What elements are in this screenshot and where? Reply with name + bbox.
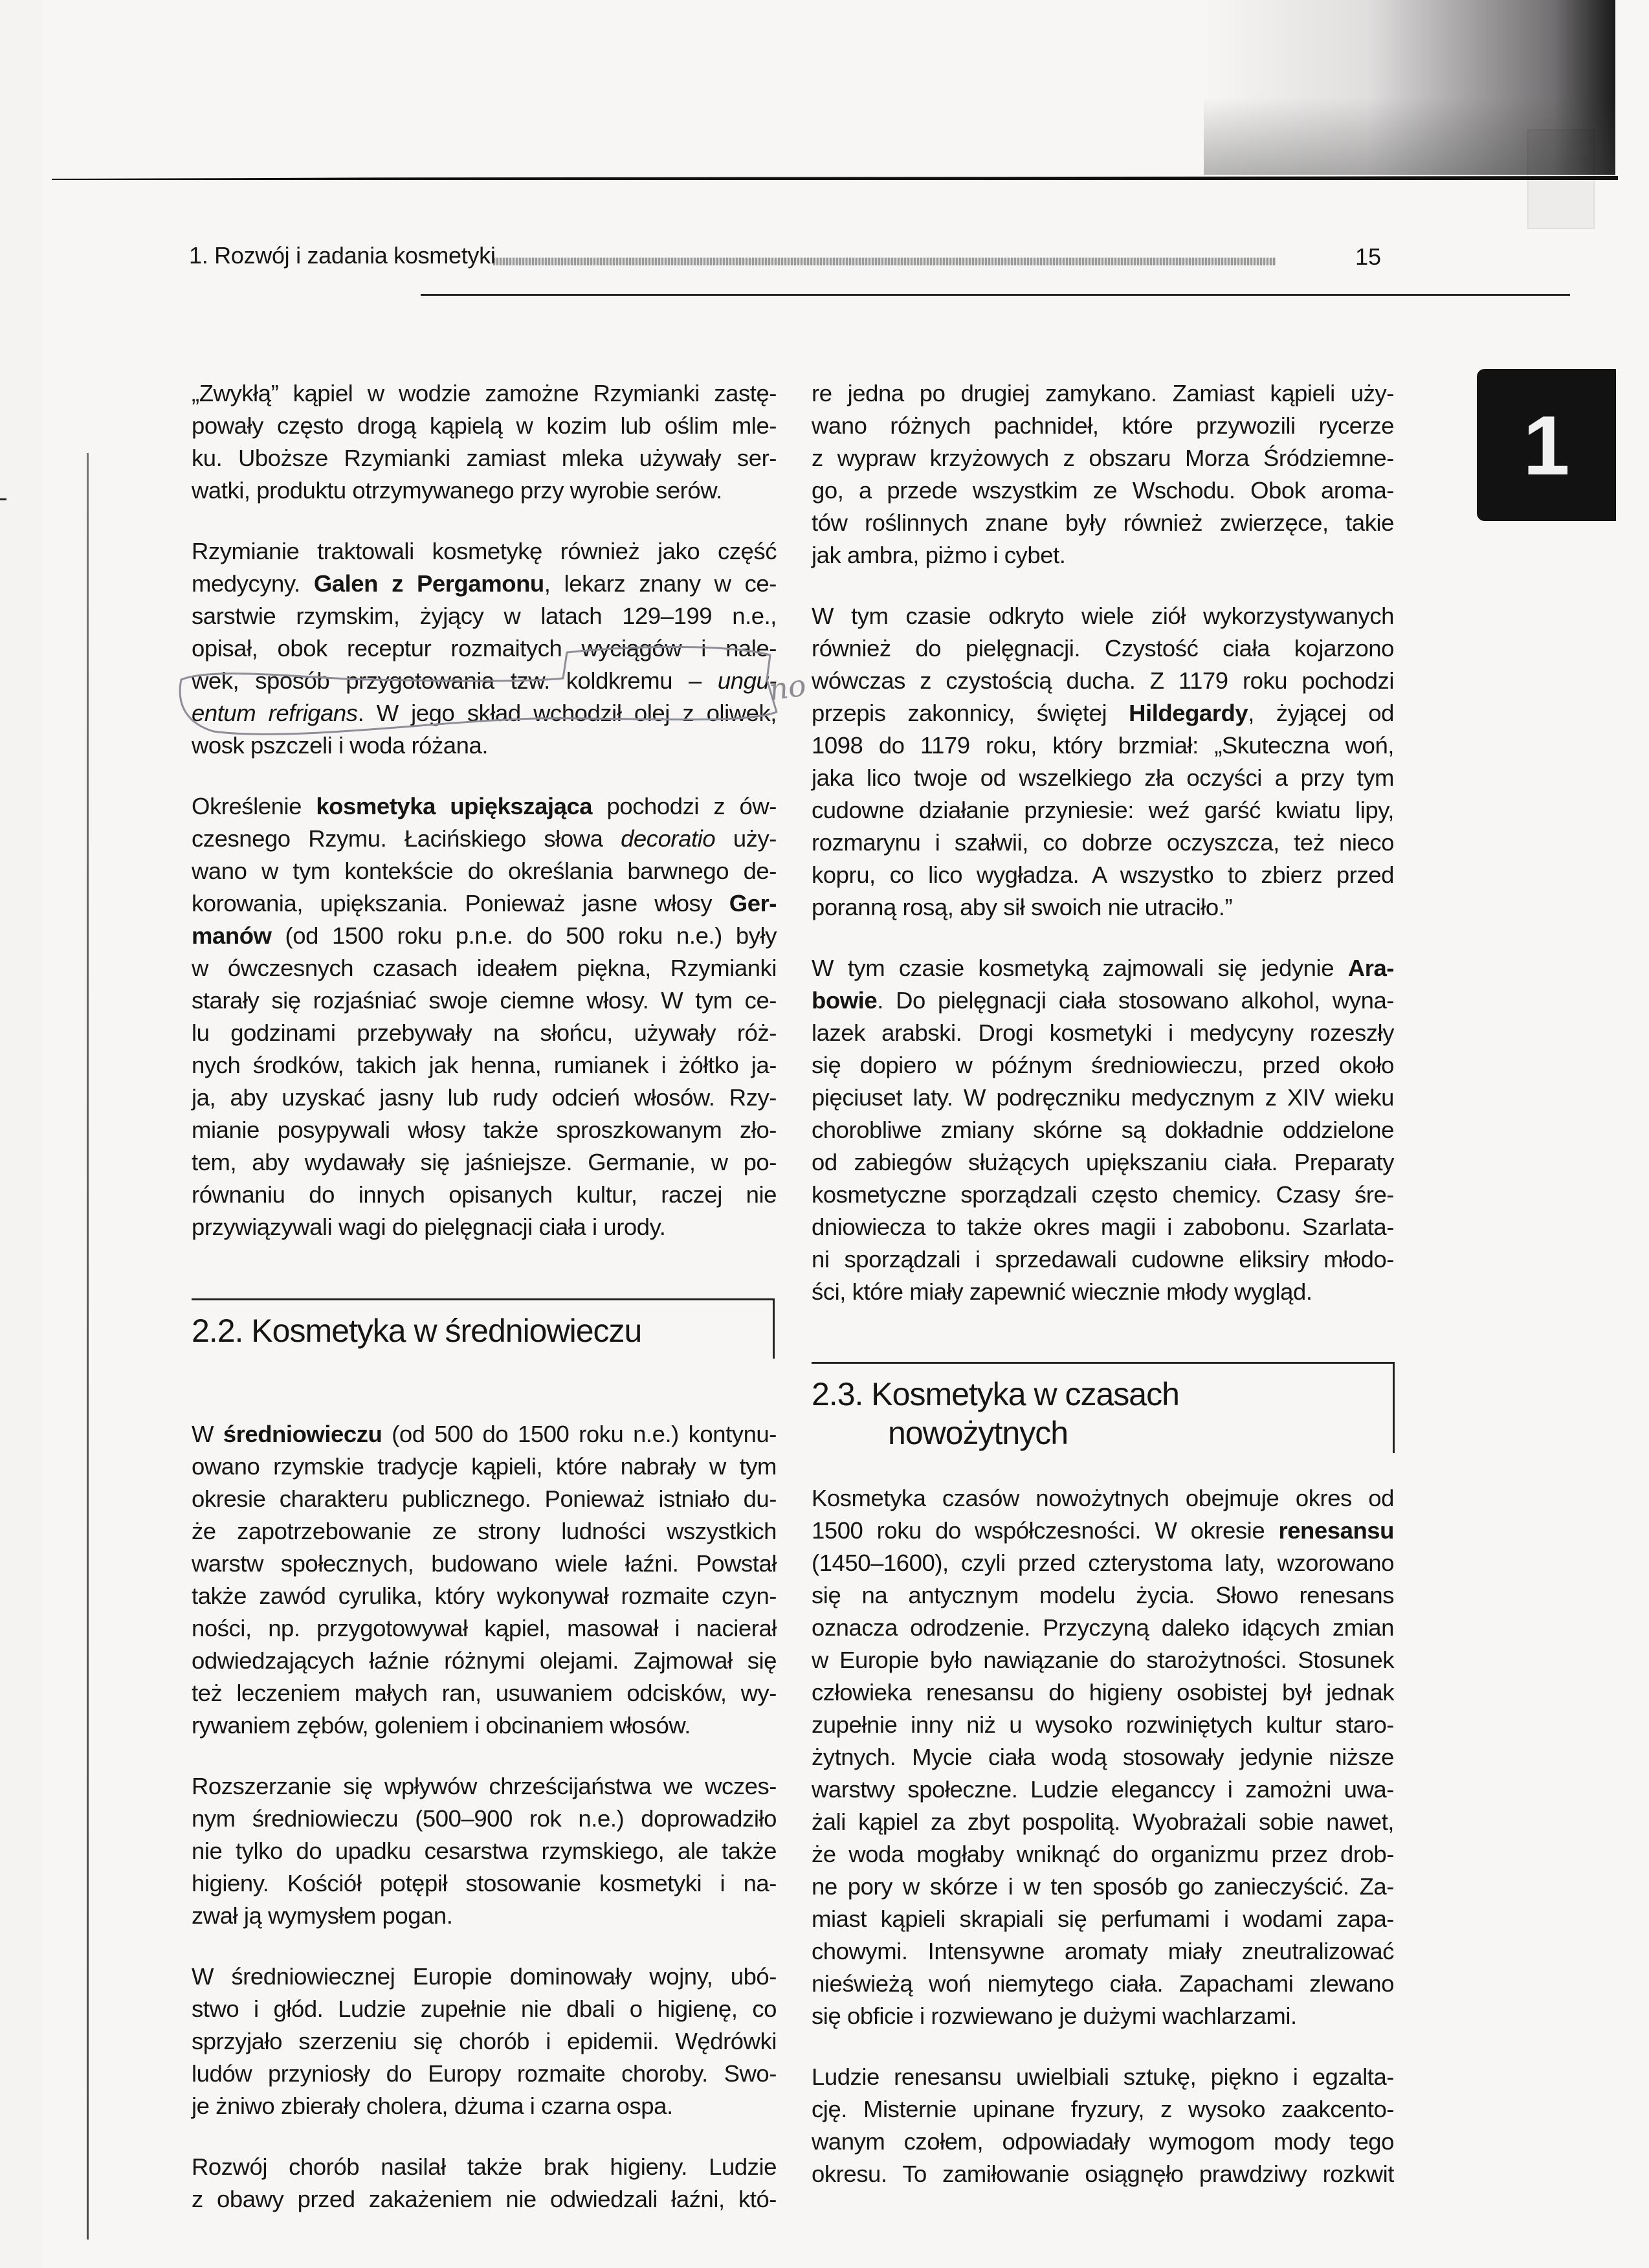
paragraph	[192, 535, 777, 762]
chapter-tab-label: 1	[1523, 397, 1570, 493]
text-line: tów roślinnych znane były również zwierzęce, takie	[812, 509, 1394, 536]
text-line: się na antycznym modelu życia. Słowo renesans	[812, 1582, 1394, 1608]
paragraph	[812, 952, 1394, 1308]
bold-term: kosmetyka upiększająca	[316, 793, 593, 819]
text-line: W tym czasie odkryto wiele ziół wykorzystywanych	[812, 603, 1394, 629]
text-line	[812, 984, 1394, 1017]
running-header	[189, 234, 1381, 296]
text-run: . Do pielęgnacji ciała stosowano alkohol, wyna-	[877, 987, 1394, 1014]
text-line: poranną rosą, aby sił swoich nie utraciło.”	[812, 894, 1233, 920]
text-line: zwał ją wymysłem pogan.	[192, 1902, 453, 1929]
paragraph	[192, 790, 777, 1243]
text-line: dniowiecza to także okres magii i zabobonu. Szarlata-	[812, 1214, 1394, 1240]
right-column-lower	[812, 1482, 1394, 2219]
text-line: nieświeżą woń niemytego ciała. Zapachami zlewano	[812, 1970, 1394, 1997]
text-line: się dopiero w późnym średniowieczu, przed około	[812, 1052, 1394, 1078]
chapter-thumb-tab	[1477, 369, 1616, 521]
paragraph	[812, 600, 1394, 924]
text-line: oznacza odrodzenie. Przyczyną daleko idących zmian	[812, 1614, 1394, 1641]
bold-term: Ger-	[729, 890, 777, 917]
bold-term: Galen z Pergamonu	[313, 570, 544, 597]
text-run: czesnego Rzymu. Łacińskiego słowa	[192, 825, 621, 852]
text-line: przywiązywali wagi do pielęgnacji ciała i urody.	[192, 1214, 666, 1240]
text-line: sprzyjało szerzeniu się chorób i epidemii. Wędrówki	[192, 2028, 777, 2054]
text-line: ności, np. przygotowywał kąpiel, masował i nacierał	[192, 1615, 777, 1641]
text-line: również do pielęgnacji. Czystość ciała kojarzono	[812, 635, 1394, 662]
text-line: ja, aby uzyskać jasny lub rudy odcień włosów. Rzy-	[192, 1084, 777, 1111]
chapter-number: 1.	[189, 242, 208, 269]
text-line: Kosmetyka czasów nowożytnych obejmuje okres od	[812, 1485, 1394, 1511]
bold-term: średniowieczu	[223, 1421, 382, 1447]
text-line: ne pory w skórze i w ten sposób go zanieczyścić. Za-	[812, 1873, 1394, 1900]
text-line: że zapotrzebowanie ze strony ludności wszystkich	[192, 1518, 777, 1544]
text-line	[192, 697, 777, 729]
text-run: korowania, upiększania. Ponieważ jasne włosy	[192, 890, 729, 917]
text-line	[192, 790, 777, 823]
text-line: pięciuset laty. W podręczniku medycznym z XIV wieku	[812, 1084, 1394, 1111]
text-line: rywaniem zębów, goleniem i obcinaniem włosów.	[192, 1712, 691, 1739]
text-run: 1500 roku do współczesności. W okresie	[812, 1517, 1279, 1544]
text-line: kopru, co lico wygładza. A wszystko to zbierz przed	[812, 862, 1394, 888]
text-line: ludów przyniosły do Europy rozmaite choroby. Swo-	[192, 2060, 777, 2087]
paragraph	[192, 377, 777, 507]
text-line: też leczeniem małych ran, usuwaniem odcisków, wy-	[192, 1680, 777, 1706]
text-line	[192, 1418, 777, 1451]
text-line: warstwy społeczne. Ludzie eleganccy i zamożni uwa-	[812, 1776, 1394, 1803]
text-line: opisał, obok receptur rozmaitych wyciągów i nale-	[192, 635, 777, 662]
bold-term: Hildegardy	[1129, 700, 1248, 726]
text-run: W	[192, 1421, 223, 1447]
text-line: owano rzymskie tradycje kąpieli, które nabrały w tym	[192, 1453, 777, 1480]
chapter-title-text: Rozwój i zadania kosmetyki	[214, 242, 496, 269]
text-line: że woda mogłaby wniknąć do organizmu przez drob-	[812, 1841, 1394, 1867]
bold-term: bowie	[812, 987, 878, 1014]
margin-mark	[0, 498, 6, 500]
text-line: (1450–1600), czyli przed czterystoma laty, wzorowano	[812, 1550, 1394, 1576]
heading-line: 2.3. Kosmetyka w czasach	[812, 1376, 1179, 1412]
text-line: chorobliwe zmiany skórne są dokładnie oddzielone	[812, 1117, 1394, 1143]
text-line	[192, 887, 777, 920]
header-hatch-bar	[493, 258, 1276, 265]
text-line	[192, 920, 777, 952]
text-line: cję. Misternie upinane fryzury, z wysoko zaakcento-	[812, 2096, 1394, 2122]
text-line: ku. Uboższe Rzymianki zamiast mleka używały ser-	[192, 445, 777, 471]
bold-term: renesansu	[1278, 1517, 1394, 1544]
text-line: stwo i głód. Ludzie zupełnie nie dbali o higienę, co	[192, 1996, 777, 2022]
text-line: je żniwo zbierały cholera, dżuma i czarna ospa.	[192, 2093, 673, 2119]
text-run: Określenie	[192, 793, 316, 819]
text-line: powały często drogą kąpielą w kozim lub oślim mle-	[192, 412, 777, 439]
text-line: higieny. Kościół potępił stosowanie kosmetyki i na-	[192, 1870, 777, 1896]
paragraph	[192, 1770, 777, 1932]
text-run: W tym czasie kosmetyką zajmowali się jedynie	[812, 955, 1348, 981]
text-line: wano różnych pachnideł, które przywozili rycerze	[812, 412, 1394, 439]
italic-term: ungu-	[717, 667, 777, 694]
text-line: Rozszerzanie się wpływów chrześcijaństwa we wczes-	[192, 1773, 777, 1799]
text-line: Ludzie renesansu uwielbiali sztukę, piękno i egzalta-	[812, 2063, 1394, 2090]
text-line: w Europie było nawiązanie do starożytności. Stosunek	[812, 1647, 1394, 1673]
text-line: z wypraw krzyżowych z obszaru Morza Śródziemne-	[812, 445, 1394, 471]
page-number: 15	[1355, 243, 1381, 270]
text-line: cudowne działanie przyniesie: weź garść kwiatu lipy,	[812, 797, 1394, 823]
text-line: warstw społecznych, budowano wiele łaźni. Powstał	[192, 1550, 777, 1577]
text-line: tem, aby wydawały się jaśniejsze. Germanie, w po-	[192, 1149, 777, 1175]
section-2-2	[192, 1298, 774, 1350]
text-line: re jedna po drugiej zamykano. Zamiast kąpieli uży-	[812, 380, 1394, 406]
paragraph	[192, 1418, 777, 1742]
text-line: jaka lico twoje od wszelkiego zła oczyści a przy tym	[812, 764, 1394, 791]
text-line: nym średniowieczu (500–900 rok n.e.) doprowadziło	[192, 1805, 777, 1832]
text-run: uży-	[715, 825, 777, 852]
text-line: odwiedzających łaźnie różnymi olejami. Zajmował się	[192, 1647, 777, 1674]
text-line: sarstwie rzymskim, żyjący w latach 129–199 n.e.,	[192, 603, 777, 629]
text-line: miast kąpieli skrapiali się perfumami i wodami zapa-	[812, 1906, 1394, 1932]
text-line: 1098 do 1179 roku, który brzmiał: „Skuteczna woń,	[812, 732, 1394, 759]
text-line: go, a przede wszystkim ze Wschodu. Obok aroma-	[812, 477, 1394, 504]
text-line: lu godzinami przebywały na słońcu, używały róż-	[192, 1019, 777, 1046]
italic-term: decoratio	[621, 825, 716, 852]
text-line: od zabiegów służących upiększaniu ciała. Preparaty	[812, 1149, 1394, 1175]
text-line: z obawy przed zakażeniem nie odwiedzali łaźni, któ-	[192, 2186, 777, 2212]
text-run: , żyjącej od	[1248, 700, 1394, 726]
text-line: mianie posypywali włosy także sproszkowanym zło-	[192, 1117, 777, 1143]
scan-edge-line	[87, 453, 89, 2240]
text-run: przepis zakonnicy, świętej	[812, 700, 1129, 726]
text-line: także zawód cyrulika, który wykonywał rozmaite czyn-	[192, 1583, 777, 1609]
bold-term: Ara-	[1347, 955, 1394, 981]
bold-term: manów	[192, 922, 272, 949]
text-line: okresie charakteru publicznego. Ponieważ istniało du-	[192, 1485, 777, 1512]
text-run: pochodzi z ów-	[592, 793, 777, 819]
text-line: W średniowiecznej Europie dominowały wojny, ubó-	[192, 1963, 777, 1990]
text-line: watki, produktu otrzymywanego przy wyrobie serów.	[192, 477, 722, 504]
text-line: żytnych. Mycie ciała wodą stosowały jedynie niższe	[812, 1744, 1394, 1770]
section-heading: 2.2. Kosmetyka w średniowieczu	[192, 1313, 642, 1349]
text-line: żali kąpiel za zbyt pospolitą. Wyobrażali sobie nawet,	[812, 1808, 1394, 1835]
header-underline	[421, 294, 1570, 296]
text-run: , lekarz znany w ce-	[544, 570, 777, 597]
text-line	[812, 697, 1394, 729]
text-line	[192, 823, 777, 855]
show-through-tab	[1527, 129, 1595, 229]
paragraph	[192, 2151, 777, 2216]
left-column	[192, 377, 777, 1272]
section-heading	[812, 1362, 1394, 1452]
text-line: wano w tym kontekście do określania barwnego de-	[192, 858, 777, 884]
text-line: równaniu do innych opisanych kultur, raczej nie	[192, 1181, 777, 1208]
paragraph	[812, 2061, 1394, 2190]
paragraph	[192, 1961, 777, 2122]
text-line: człowieka renesansu do higieny osobistej był jednak	[812, 1679, 1394, 1706]
text-line: zupełnie inny niż u wysoko rozwiniętych kultur staro-	[812, 1711, 1394, 1738]
text-line	[192, 665, 777, 697]
left-column-lower	[192, 1418, 777, 2244]
text-line: rozmarynu i szałwii, co dobrze oczyszcza, też nieco	[812, 829, 1394, 856]
text-line: Rzymianie traktowali kosmetykę również jako część	[192, 538, 777, 564]
text-line: nych środków, takich jak henna, rumianek i żółtko ja-	[192, 1052, 777, 1078]
chapter-title	[189, 242, 496, 269]
text-line: w ówczesnych czasach ideałem piękna, Rzymianki	[192, 955, 777, 981]
text-line: chowymi. Intensywne aromaty miały zneutralizować	[812, 1938, 1394, 1964]
text-line	[192, 568, 777, 600]
text-line: lazek arabski. Drogi kosmetyki i medycyny rozeszły	[812, 1019, 1394, 1046]
text-line: wanym czołem, odpowiadały wymogom mody tego	[812, 2128, 1394, 2155]
text-line: okresu. To zamiłowanie osiągnęło prawdziwy rozkwit	[812, 2161, 1394, 2187]
section-2-3	[812, 1362, 1394, 1452]
text-line: starały się rozjaśniać swoje ciemne włosy. W tym ce-	[192, 987, 777, 1014]
text-run: wek, sposób przygotowania tzw. koldkremu –	[192, 667, 718, 694]
italic-term: entum refrigans	[192, 700, 358, 726]
text-line	[812, 1515, 1394, 1547]
text-run: (od 500 do 1500 roku n.e.) kontynu-	[382, 1421, 777, 1447]
text-line: nie tylko do upadku cesarstwa rzymskiego, ale także	[192, 1838, 777, 1864]
paragraph	[812, 377, 1394, 572]
text-run: (od 1500 roku p.n.e. do 500 roku n.e.) były	[271, 922, 777, 949]
text-line: się obficie i rozwiewano je dużymi wachlarzami.	[812, 2003, 1297, 2029]
text-line	[812, 952, 1394, 984]
text-line: wosk pszczeli i woda różana.	[192, 732, 489, 759]
heading-line: nowożytnych	[888, 1415, 1068, 1451]
text-run: . W jego skład wchodził olej z oliwek,	[357, 700, 777, 726]
text-line: ni sporządzali i sprzedawali cudowne eliksiry młodo-	[812, 1246, 1394, 1273]
handwritten-note: no	[766, 667, 808, 707]
text-line: wówczas z czystością ducha. Z 1179 roku pochodzi	[812, 667, 1394, 694]
text-line: Rozwój chorób nasilał także brak higieny. Ludzie	[192, 2153, 777, 2180]
text-line: jak ambra, piżmo i cybet.	[812, 542, 1066, 568]
paragraph	[812, 1482, 1394, 2032]
text-line: ści, które miały zapewnić wiecznie młody wygląd.	[812, 1278, 1312, 1305]
right-column	[812, 377, 1394, 1337]
text-run: medycyny.	[192, 570, 314, 597]
text-line: kosmetyczne sporządzali często chemicy. Czasy śre-	[812, 1181, 1394, 1208]
text-line: „Zwykłą” kąpiel w wodzie zamożne Rzymianki zastę-	[192, 380, 777, 406]
